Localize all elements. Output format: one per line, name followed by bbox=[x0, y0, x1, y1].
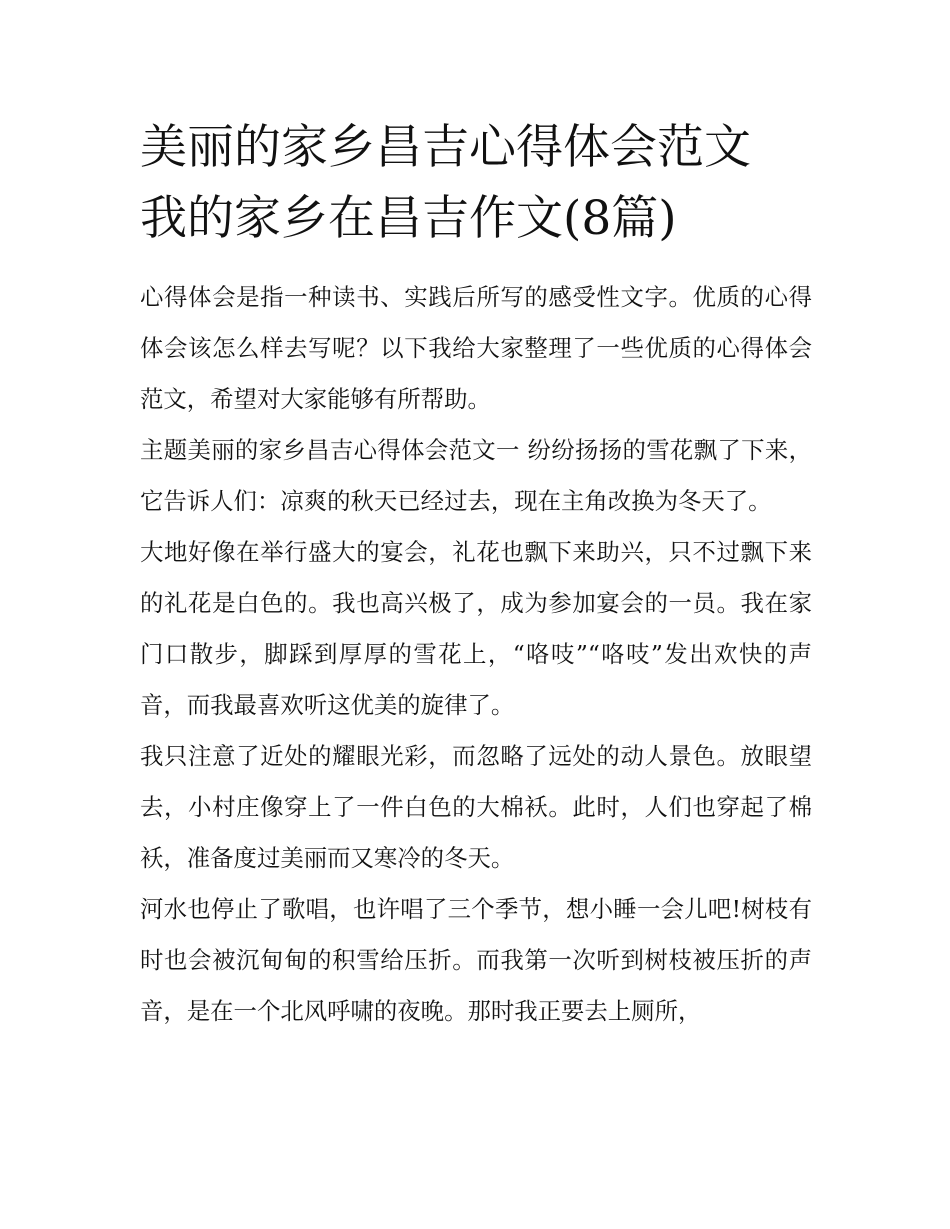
document-page bbox=[140, 112, 812, 1037]
paragraph-river: 河水也停止了歌唱，也许唱了三个季节，想小睡一会儿吧!树枝有时也会被沉甸甸的积雪给压折。而我第一次听到树枝被压折的声音，是在一个北风呼啸的夜晚。那时我正要去上厕所， bbox=[140, 895, 812, 1025]
document-title bbox=[140, 112, 812, 254]
paragraph-banquet: 大地好像在举行盛大的宴会，礼花也飘下来助兴，只不过飘下来的礼花是白色的。我也高兴极了，成为参加宴会的一员。我在家门口散步，脚踩到厚厚的雪花上，“咯吱”“咯吱”发出欢快的声音，而我最喜欢听这优美的旋律了。 bbox=[140, 538, 812, 719]
paragraph-snow-falling: 主题美丽的家乡昌吉心得体会范文一 纷纷扬扬的雪花飘了下来，它告诉人们：凉爽的秋天已经过去，现在主角改换为冬天了。 bbox=[140, 436, 812, 515]
title-line-1: 美丽的家乡昌吉心得体会范文 bbox=[140, 120, 751, 175]
title-line-2: 我的家乡在昌吉作文(8篇) bbox=[140, 191, 677, 246]
paragraph-intro: 心得体会是指一种读书、实践后所写的感受性文字。优质的心得体会该怎么样去写呢？以下我给大家整理了一些优质的心得体会范文，希望对大家能够有所帮助。 bbox=[140, 283, 812, 413]
paragraph-village-view: 我只注意了近处的耀眼光彩，而忽略了远处的动人景色。放眼望去，小村庄像穿上了一件白色的大棉袄。此时，人们也穿起了棉袄，准备度过美丽而又寒冷的冬天。 bbox=[140, 742, 812, 872]
